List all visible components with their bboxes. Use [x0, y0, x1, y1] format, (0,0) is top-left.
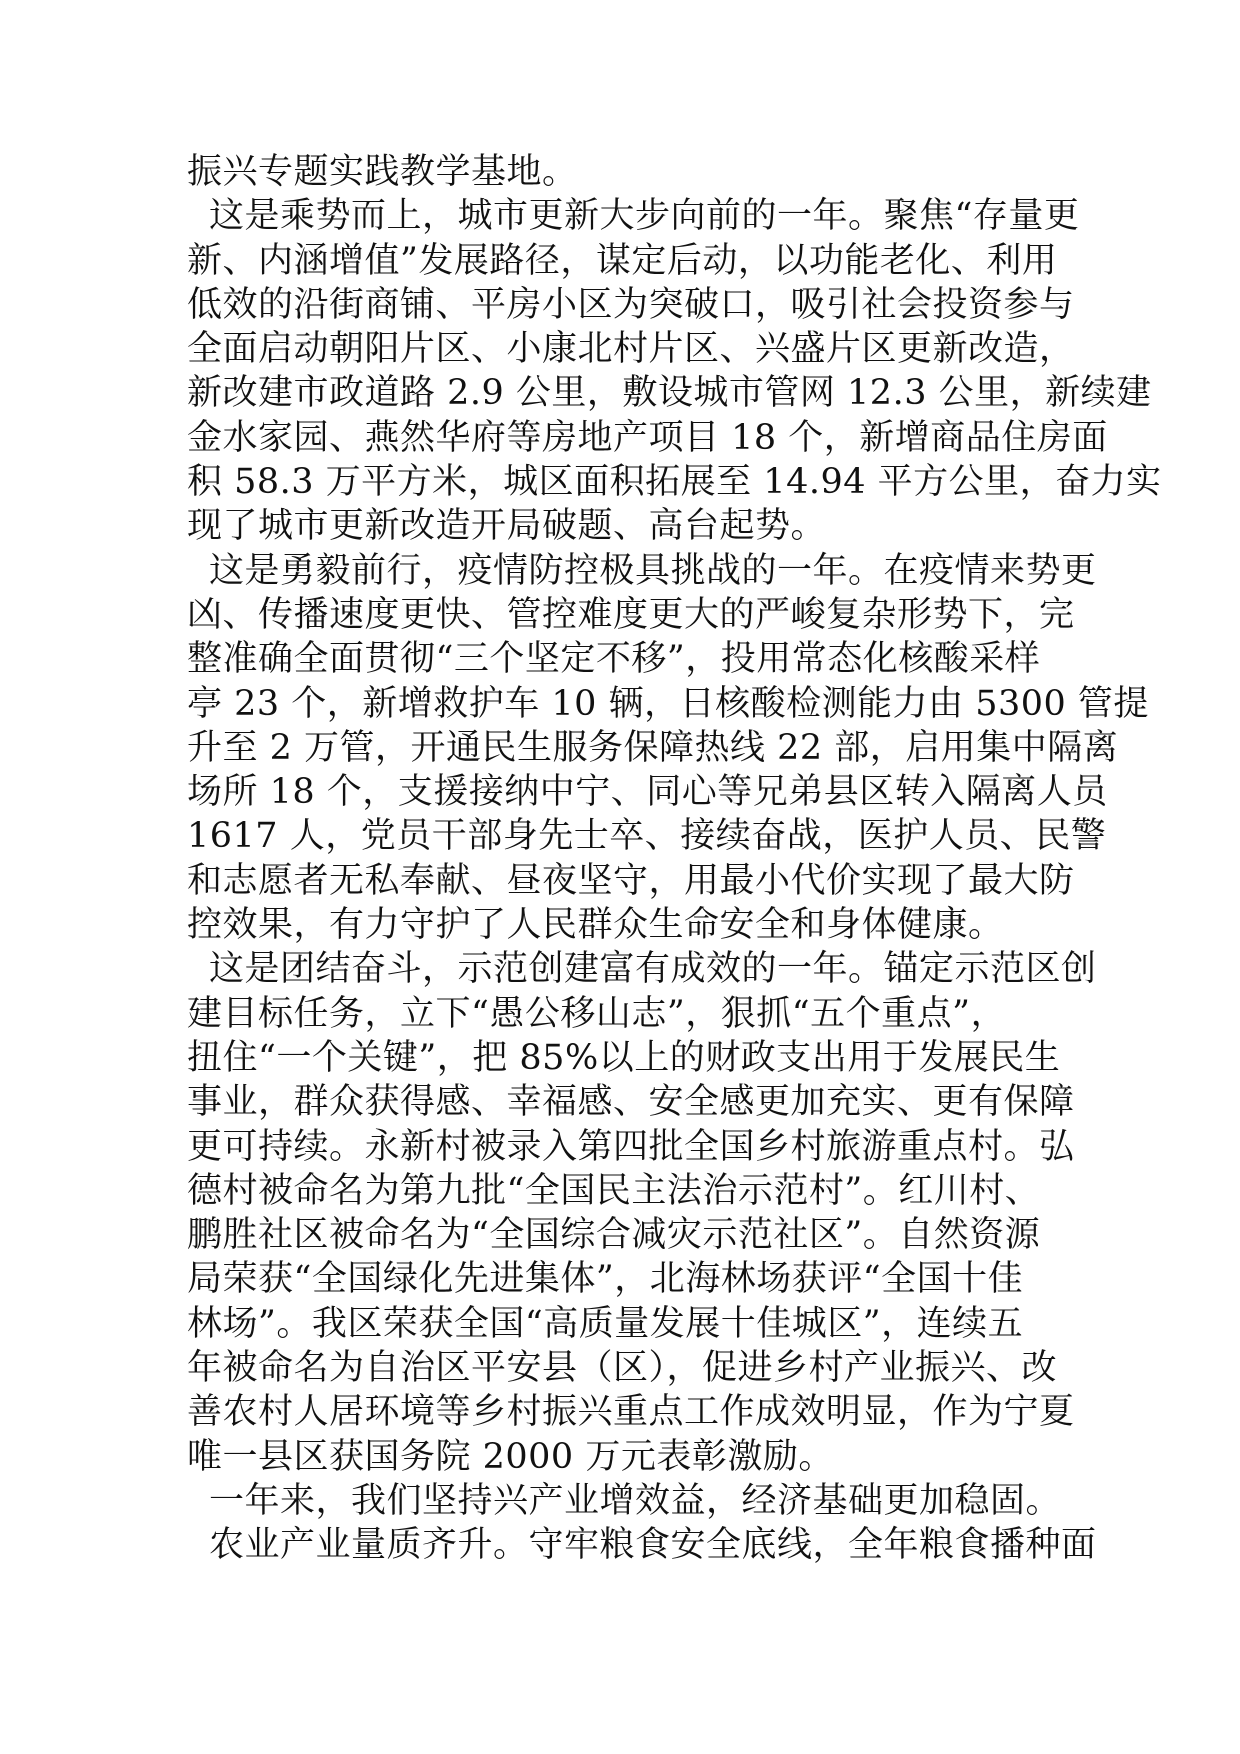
text-line: 和志愿者无私奉献、昼夜坚守，用最小代价实现了最大防 [187, 860, 1075, 901]
text-line: 这是乘势而上，城市更新大步向前的一年。聚焦“存量更 [209, 196, 1080, 237]
text-line: 新、内涵增值”发展路径，谋定后动，以功能老化、利用 [187, 240, 1058, 281]
text-line: 1617 人，党员干部身先士卒、接续奋战，医护人员、民警 [187, 816, 1107, 857]
text-line: 扭住“一个关键”，把 85%以上的财政支出用于发展民生 [187, 1037, 1061, 1078]
text-line: 德村被命名为第九批“全国民主法治示范村”。红川村、 [187, 1170, 1041, 1211]
text-line: 积 58.3 万平方米，城区面积拓展至 14.94 平方公里，奋力实 [187, 462, 1162, 503]
text-line: 亭 23 个，新增救护车 10 辆，日核酸检测能力由 5300 管提 [187, 683, 1149, 724]
text-line: 升至 2 万管，开通民生服务保障热线 22 部，启用集中隔离 [187, 727, 1119, 768]
text-line: 这是勇毅前行，疫情防控极具挑战的一年。在疫情来势更 [209, 550, 1097, 591]
text-line: 一年来，我们坚持兴产业增效益，经济基础更加稳固。 [209, 1480, 1062, 1521]
text-line: 事业，群众获得感、幸福感、安全感更加充实、更有保障 [187, 1082, 1075, 1123]
text-line: 振兴专题实践教学基地。 [187, 152, 578, 192]
text-line: 农业产业量质齐升。守牢粮食安全底线，全年粮食播种面 [209, 1525, 1097, 1566]
text-line: 现了城市更新改造开局破题、高台起势。 [187, 506, 827, 547]
text-line: 唯一县区获国务院 2000 万元表彰激励。 [187, 1436, 834, 1477]
text-line: 金水家园、燕然华府等房地产项目 18 个，新增商品住房面 [187, 417, 1108, 458]
text-line: 凶、传播速度更快、管控难度更大的严峻复杂形势下，完 [187, 594, 1075, 635]
text-line: 林场”。我区荣获全国“高质量发展十佳城区”，连续五 [187, 1303, 1024, 1344]
text-line: 年被命名为自治区平安县（区），促进乡村产业振兴、改 [187, 1348, 1058, 1389]
text-line: 更可持续。永新村被录入第四批全国乡村旅游重点村。弘 [187, 1126, 1075, 1167]
text-line: 全面启动朝阳片区、小康北村片区、兴盛片区更新改造， [187, 329, 1075, 370]
text-line: 控效果，有力守护了人民群众生命安全和身体健康。 [187, 905, 1004, 946]
text-line: 整准确全面贯彻“三个坚定不移”，投用常态化核酸采样 [187, 639, 1041, 680]
text-line: 低效的沿街商铺、平房小区为突破口，吸引社会投资参与 [187, 284, 1075, 325]
text-line: 建目标任务，立下“愚公移山志”，狠抓“五个重点”， [187, 993, 1007, 1034]
text-line: 这是团结奋斗，示范创建富有成效的一年。锚定示范区创 [209, 949, 1097, 990]
document-body-text [187, 150, 1162, 1568]
text-line: 局荣获“全国绿化先进集体”，北海林场获评“全国十佳 [187, 1259, 1024, 1300]
text-line: 鹏胜社区被命名为“全国综合减灾示范社区”。自然资源 [187, 1215, 1041, 1256]
text-line: 场所 18 个，支援接纳中宁、同心等兄弟县区转入隔离人员 [187, 772, 1108, 813]
text-line: 善农村人居环境等乡村振兴重点工作成效明显，作为宁夏 [187, 1392, 1075, 1433]
text-line: 新改建市政道路 2.9 公里，敷设城市管网 12.3 公里，新续建 [187, 373, 1152, 414]
